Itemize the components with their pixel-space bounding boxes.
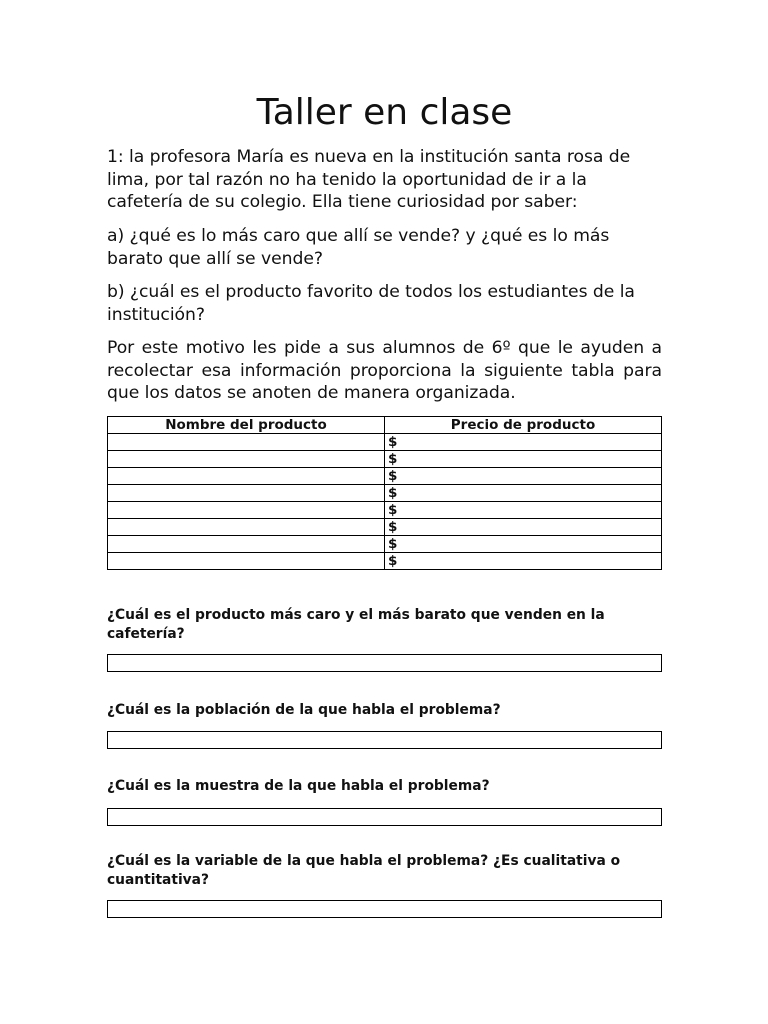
product-price-cell[interactable]: $: [385, 485, 662, 502]
question-a: a) ¿qué es lo más caro que allí se vende? y ¿qué es lo más barato que allí se vende?: [107, 226, 610, 269]
question-variable: ¿Cuál es la variable de la que habla el problema? ¿Es cualitativa o cuantitativa?: [107, 853, 621, 888]
answer-box-caro-barato[interactable]: [107, 654, 662, 672]
table-row: [108, 553, 662, 570]
table-row: [108, 485, 662, 502]
product-price-cell[interactable]: $: [385, 502, 662, 519]
problem-number: 1: [107, 147, 118, 167]
header-product-price: Precio de producto: [385, 417, 662, 434]
page-title: Taller en clase: [256, 92, 513, 133]
table-row: [108, 536, 662, 553]
question-poblacion: ¿Cuál es la población de la que habla el problema?: [107, 702, 501, 718]
table-row: [108, 468, 662, 485]
table-row: [108, 502, 662, 519]
product-name-cell[interactable]: [108, 451, 385, 468]
header-product-name: Nombre del producto: [108, 417, 385, 434]
product-name-cell[interactable]: [108, 434, 385, 451]
products-table: [107, 416, 662, 570]
motivo-paragraph: Por este motivo les pide a sus alumnos de 6º que le ayuden a recolectar esa información proporciona la siguiente tabla para que los datos se anoten de manera organizada.: [107, 338, 662, 403]
product-price-cell[interactable]: $: [385, 434, 662, 451]
table-header-row: [108, 417, 662, 434]
product-price-cell[interactable]: $: [385, 468, 662, 485]
table-row: [108, 451, 662, 468]
question-muestra: ¿Cuál es la muestra de la que habla el problema?: [107, 778, 490, 794]
intro-paragraph: [107, 146, 662, 214]
table-row: [108, 434, 662, 451]
product-price-cell[interactable]: $: [385, 536, 662, 553]
answer-box-muestra[interactable]: [107, 808, 662, 826]
product-price-cell[interactable]: $: [385, 519, 662, 536]
product-name-cell[interactable]: [108, 502, 385, 519]
product-name-cell[interactable]: [108, 553, 385, 570]
product-name-cell[interactable]: [108, 468, 385, 485]
question-caro-barato: ¿Cuál es el producto más caro y el más barato que venden en la cafetería?: [107, 607, 605, 642]
question-b: b) ¿cuál es el producto favorito de todos los estudiantes de la institución?: [107, 282, 635, 325]
product-name-cell[interactable]: [108, 536, 385, 553]
product-name-cell[interactable]: [108, 519, 385, 536]
product-price-cell[interactable]: $: [385, 451, 662, 468]
answer-box-poblacion[interactable]: [107, 731, 662, 749]
table-row: [108, 519, 662, 536]
intro-text: : la profesora María es nueva en la institución santa rosa de lima, por tal razón no ha tenido la oportunidad de ir a la cafetería de su colegio. Ella tiene curiosidad por saber:: [107, 147, 631, 212]
product-name-cell[interactable]: [108, 485, 385, 502]
product-price-cell[interactable]: $: [385, 553, 662, 570]
answer-box-variable[interactable]: [107, 900, 662, 918]
